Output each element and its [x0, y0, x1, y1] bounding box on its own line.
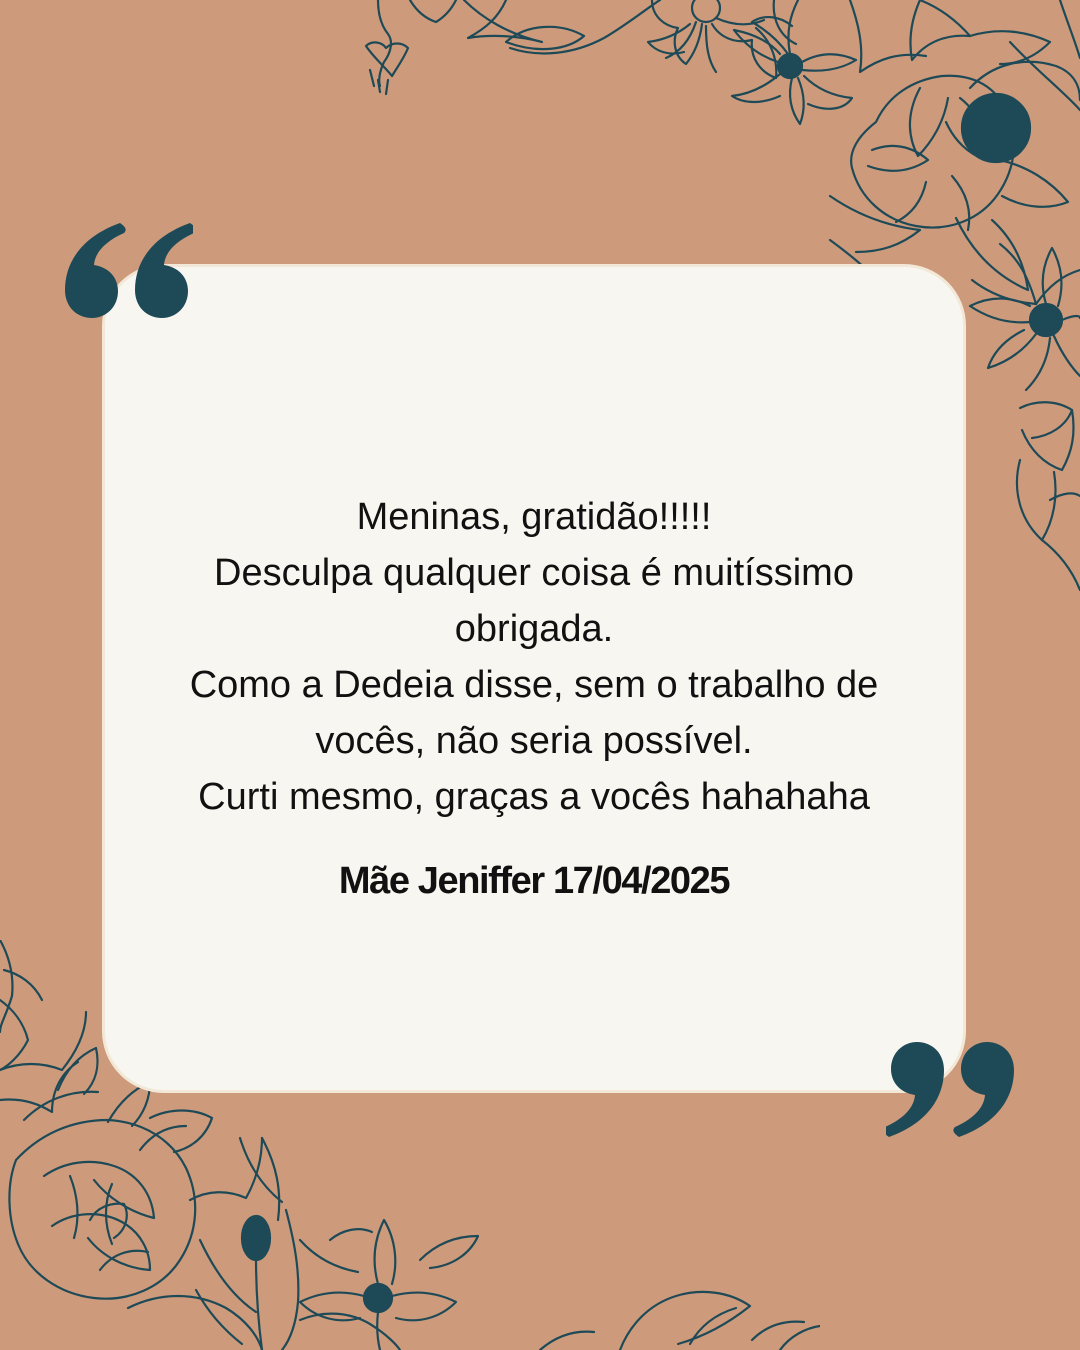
message-line: obrigada. — [454, 608, 614, 650]
message-line: Curti mesmo, graças a vocês hahahaha — [198, 776, 870, 818]
testimonial-signature: Mãe Jeniffer 17/04/2025 — [338, 860, 730, 902]
message-line: vocês, não seria possível. — [315, 720, 753, 762]
quote-close-icon — [886, 1042, 1016, 1137]
testimonial-card — [102, 264, 966, 1093]
testimonial-message — [105, 489, 963, 909]
message-line: Meninas, gratidão!!!!! — [356, 496, 712, 538]
message-line: Desculpa qualquer coisa é muitíssimo — [214, 552, 854, 594]
message-line: Como a Dedeia disse, sem o trabalho de — [189, 664, 879, 706]
quote-open-icon — [63, 223, 193, 318]
